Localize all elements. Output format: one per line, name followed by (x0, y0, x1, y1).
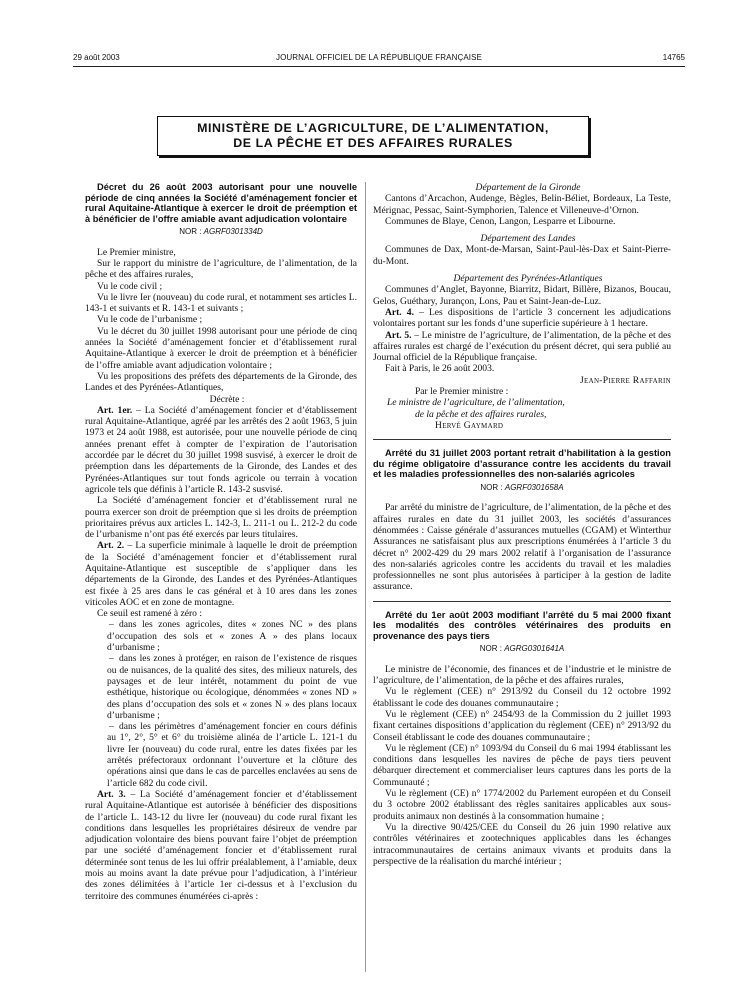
header-page-number: 14765 (662, 53, 685, 62)
article-2-paragraph-2: Ce seuil est ramené à zéro : (97, 608, 202, 620)
ministry-line-2: DE LA PÊCHE ET DES AFFAIRES RURALES (233, 136, 513, 150)
article-4-label: Art. 4. (385, 306, 414, 318)
article-4: Art. 4. – Les dispositions de l’article 3 concernent les adjudications volontaires portant sur les fonds d’une superficie supérieure à 1 hectare. (373, 306, 671, 330)
article-5-label: Art. 5. (385, 329, 412, 341)
department-gironde-heading: Département de la Gironde (475, 182, 581, 193)
preamble-3: Vu le livre Ier (nouveau) du code rural, et notamment ses articles L. 143-1 et suivants et R. 143-1 et suivants ; (85, 291, 357, 315)
arrete-1-title: Arrêté du 31 juillet 2003 portant retrait d’habilitation à la gestion du régime obligatoire d’assurance contre les accidents du travail et les maladies professionnelles des non-salariés agricoles (373, 448, 671, 480)
preamble-5: Vu le décret du 30 juillet 1998 autorisant pour une période de cinq années la Société d’aménagement foncier et d’établissement rural Aquitaine-Atlantique à exercer le droit de préemption et à bénéficier de l’offre amiable avant adjudication volontaire ; (85, 325, 357, 371)
decree-title: Décret du 26 août 2003 autorisant pour une nouvelle période de cinq années la Société d’aménagement foncier et rural Aquitaine-Atlantique à exercer le droit de préemption et à bénéficier de l’offre amiable avant adjudication volontaire (85, 182, 357, 224)
arrete-1-nor-code: AGRF0301658A (504, 483, 564, 493)
article-2: Art. 2. – La superficie minimale à laquelle le droit de préemption de la Société d’aménagement foncier et d’établissement rural Aquitaine-Atlantique est susceptible de s’appliquer dans les départements de la Gironde, des Landes et des Pyrénées-Atlantiques est fixée à 25 ares dans le cas général et à 10 ares dans les zones viticoles AOC et en zone de montagne. (85, 540, 357, 608)
minister-name: Hervé Gaymard (435, 419, 504, 431)
section-rule-2 (373, 601, 671, 602)
article-2-item-3: – dans les périmètres d’aménagement foncier en cours définis au 1°, 2°, 5° et 6° du troisième alinéa de l’article L. 121-1 du livre Ier (nouveau) du code rural, entre les dates fixées par les arrêtés préfectoraux ordonnant l’ouverture et la clôture des opérations ainsi que dans le cas de parcelles enclavées au sens de l’article 682 du code civil. (107, 721, 357, 789)
landes-communes: Communes de Dax, Mont-de-Marsan, Saint-Paul-lès-Dax et Saint-Pierre-du-Mont. (373, 244, 671, 267)
article-2-label: Art. 2. (97, 540, 125, 552)
gironde-cantons: Cantons d’Arcachon, Audenge, Bègles, Belin-Béliet, Bordeaux, La Teste, Mérignac, Pessac, Saint-Symphorien, Talence et Villeneuve-d’Ornon. (373, 193, 671, 216)
pyrenees-communes: Communes d’Anglet, Bayonne, Biarritz, Bidart, Billère, Bizanos, Boucau, Gelos, Guéthary, Jurançon, Lons, Pau et Saint-Jean-de-Luz. (373, 284, 671, 307)
arrete-2-para-2: Vu le règlement (CEE) n° 2454/93 de la Commission du 2 juillet 1993 fixant certaines dispositions d’application du règlement (CEE) n° 2913/92 du Conseil établissant le code des douanes communautaire ; (373, 708, 671, 743)
arrete-2-nor: NOR : AGRG0301641A (479, 644, 565, 654)
preamble-2: Vu le code civil ; (97, 280, 163, 292)
arrete-2-para-1: Vu le règlement (CEE) n° 2913/92 du Conseil du 12 octobre 1992 établissant le code des douanes communautaire ; (373, 686, 671, 709)
arrete-2-para-4: Vu le règlement (CE) n° 1774/2002 du Parlement européen et du Conseil du 3 octobre 2002 établissant des règles sanitaires applicables aux sous-produits animaux non destinés à la consommation humaine ; (373, 788, 671, 822)
arrete-2-nor-code: AGRG0301641A (504, 644, 565, 654)
preamble-0: Le Premier ministre, (97, 246, 176, 258)
preamble-6: Vu les propositions des préfets des départements de la Gironde, des Landes et des Pyrénées-Atlantiques, (85, 370, 357, 394)
article-3: Art. 3. – La Société d’aménagement foncier et d’établissement rural Aquitaine-Atlantique est autorisée à bénéficier des dispositions de l’article L. 143-12 du livre Ier (nouveau) du code rural fixant les conditions dans lesquelles les propriétaires désireux de vendre par adjudication volontaire des biens pouvant faire l’objet de préemption par une société d’aménagement foncier et d’établissement rural déterminée sont tenus de les lui offrir préalablement, à l’amiable, deux mois au moins avant la date prévue pour l’adjudication, à l’intérieur des zones délimitées à l’article 1er ci-dessus et à l’exclusion du territoire des communes énumérées ci-après : (85, 788, 358, 902)
header-date: 29 août 2003 (73, 53, 120, 62)
preamble-4: Vu le code de l’urbanisme ; (97, 314, 203, 326)
arrete-1-text: Par arrêté du ministre de l’agriculture, de l’alimentation, de la pêche et des affaires rurales en date du 31 juillet 2003, les sociétés d’assurances dénommées : Caisse générale d’assurances mutuelles (CGAM) et Winterthur Assurances ne satisfaisant plus aux prescriptions énumérées à l’article 3 du décret n° 2002-429 du 29 mars 2002 relatif à l’organisation de l’assurance des non-salariés agricoles contre les accidents du travail et les maladies professionnelles ne sont plus autorisées à participer à la gestion de ladite assurance. (373, 502, 671, 593)
arrete-2-para-5: Vu la directive 90/425/CEE du Conseil du 26 juin 1990 relative aux contrôles vétérinaires et zootechniques applicables dans les échanges intracommunautaires de certains animaux vivants et produits dans la perspective de la réalisation du marché intérieur ; (373, 821, 671, 867)
article-5: Art. 5. – Le ministre de l’agriculture, de l’alimentation, de la pêche et des affaires rurales est chargé de l’exécution du présent décret, qui sera publié au Journal officiel de la République française. (373, 329, 671, 364)
column-divider (365, 182, 366, 972)
department-landes-heading: Département des Landes (480, 233, 576, 245)
article-3-label: Art. 3. (97, 788, 126, 800)
article-2-item-1: – dans les zones agricoles, dites « zones NC » des plans d’occupation des sols et « zones A » des plans locaux d’urbanisme ; (107, 619, 357, 654)
minister-title-2: de la pêche et des affaires rurales, (415, 408, 547, 420)
ministry-line-1: MINISTÈRE DE L’AGRICULTURE, DE L’ALIMENTATION, (197, 121, 549, 135)
preamble-1: Sur le rapport du ministre de l’agriculture, de l’alimentation, de la pêche et des affaires rurales, (85, 257, 357, 281)
header-rule (73, 66, 685, 67)
arrete-1-nor: NOR : AGRF0301658A (480, 483, 564, 493)
arrete-2-title: Arrêté du 1er août 2003 modifiant l’arrêté du 5 mai 2000 fixant les modalités des contrôles vétérinaires des produits en provenance des pays tiers (373, 609, 671, 641)
decree-nor: NOR : AGRF0301334D (179, 227, 263, 237)
article-2-item-2: – dans les zones à protéger, en raison de l’existence de risques ou de nuisances, de la qualité des sites, des milieux naturels, des paysages et de leur intérêt, notamment du point de vue esthétique, historique ou écologique, dénommées « zones ND » des plans d’occupation des sols et « zones N » des plans locaux d’urbanisme ; (107, 653, 357, 721)
arrete-2-para-3: Vu le règlement (CE) n° 1093/94 du Conseil du 6 mai 1994 établissant les conditions dans lesquelles les navires de pêche de pays tiers peuvent débarquer directement et commercialiser leurs captures dans les ports de la Communauté ; (373, 742, 671, 788)
right-column (373, 182, 671, 867)
department-pyrenees-heading: Département des Pyrénées-Atlantiques (453, 273, 603, 285)
header-journal-title: JOURNAL OFFICIEL DE LA RÉPUBLIQUE FRANÇAISE (276, 53, 482, 62)
signer-name: Jean-Pierre Raffarin (580, 374, 671, 386)
article-1: Art. 1er. – La Société d’aménagement foncier et d’établissement rural Aquitaine-Atlantique, agréé par les arrêtés des 2 août 1963, 5 juin 1973 et 24 août 1988, est autorisée, pour une nouvelle période de cinq années prenant effet à compter de l’expiration de l’autorisation accordée par le décret du 30 juillet 1998 susvisé, à exercer le droit de préemption dans les départements de la Gironde, des Landes et des Pyrénées-Atlantiques sur tout fonds agricole ou terrain à vocation agricole tels que définis à l’article R. 143-2 susvisé. (85, 404, 358, 495)
page-header (73, 53, 685, 65)
ministry-box (157, 116, 589, 156)
left-column (85, 182, 357, 902)
article-1-label: Art. 1er. (97, 404, 133, 416)
arrete-2-para-0: Le ministre de l’économie, des finances et de l’industrie et le ministre de l’agriculture, de l’alimentation, de la pêche et des affaires rurales, (373, 663, 671, 687)
decree-nor-code: AGRF0301334D (203, 227, 263, 237)
decrete-heading: Décrète : (209, 393, 245, 405)
section-rule-1 (373, 439, 671, 440)
minister-title-1: Le ministre de l’agriculture, de l’alimentation, (387, 397, 565, 409)
gironde-communes: Communes de Blaye, Cenon, Langon, Lesparre et Libourne. (385, 215, 616, 227)
par-premier-ministre: Par le Premier ministre : (415, 386, 509, 398)
done-at: Fait à Paris, le 26 août 2003. (385, 363, 495, 375)
article-1-paragraph-2: La Société d’aménagement foncier et d’établissement rural ne pourra exercer son droit de préemption que si les droits de préemption prioritaires prévus aux articles L. 142-3, L. 211-1 ou L. 212-2 du code de l’urbanisme n’ont pas été exercés par leurs titulaires. (85, 495, 357, 541)
